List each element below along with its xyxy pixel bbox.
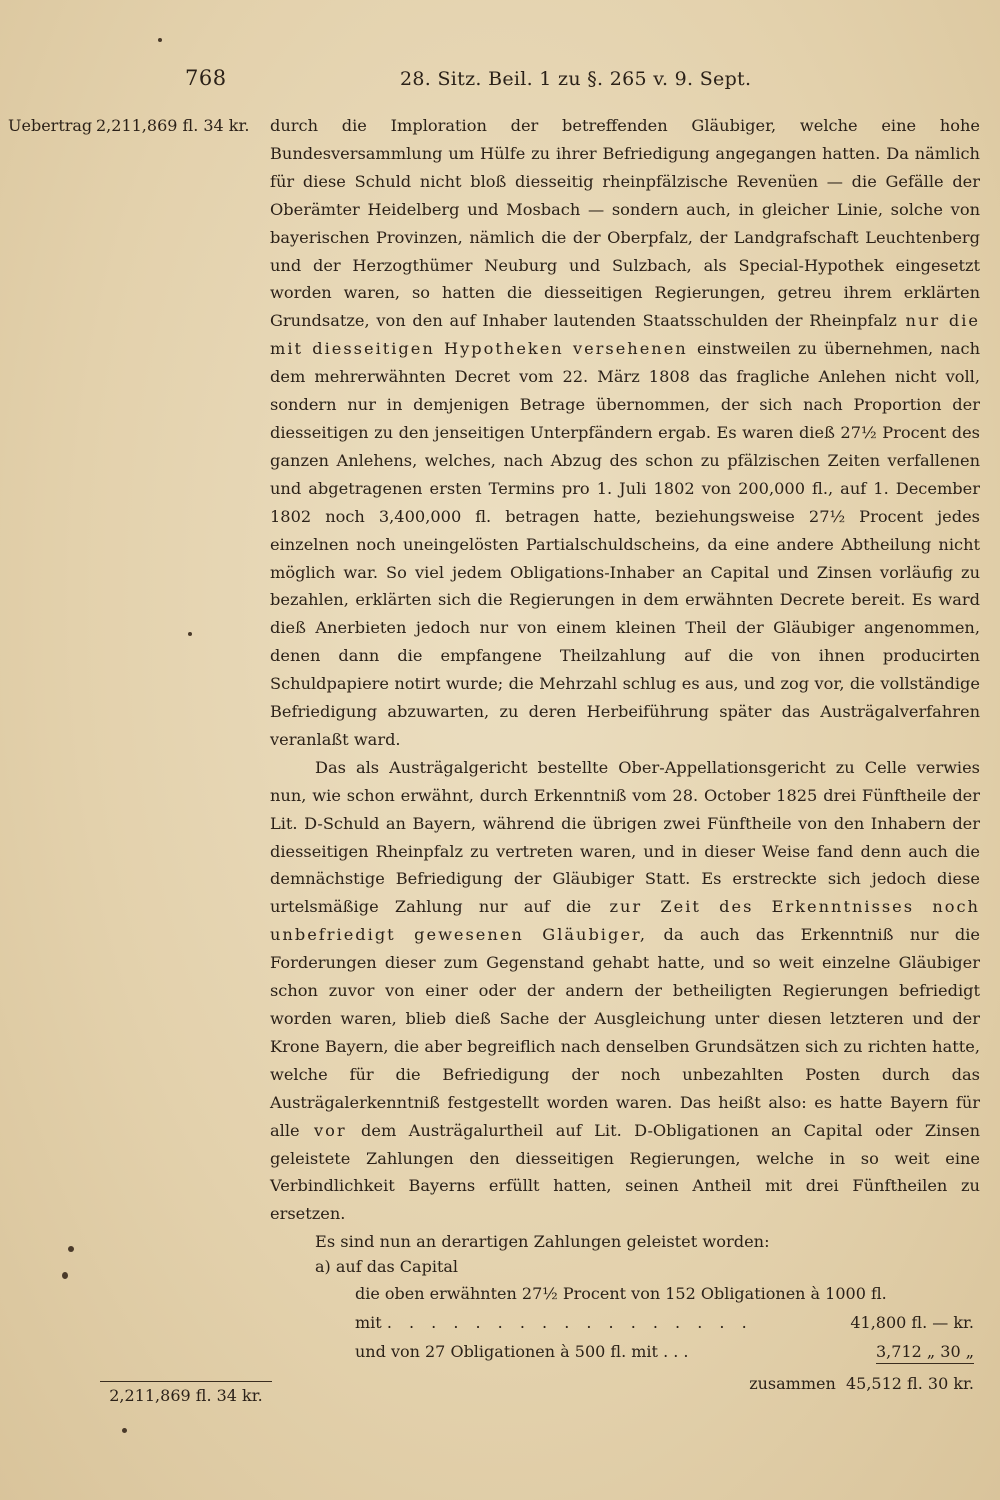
paragraph-3: Es sind nun an derartigen Zahlungen geleistet worden:: [315, 1232, 770, 1252]
emphasis-text: nur die mit diesseitigen Hypotheken versehenen: [270, 311, 981, 359]
emphasis-text: zur Zeit des Erkenntnisses noch unbefriedigt gewesenen Gläubiger,: [270, 897, 980, 945]
calc-line-1: die oben erwähnten 27½ Procent von 152 Obligationen à 1000 fl.: [355, 1284, 887, 1303]
ink-speck: [188, 632, 192, 636]
carry-over-label: Uebertrag: [8, 116, 93, 135]
ink-speck: [122, 1428, 127, 1433]
ink-speck: [158, 38, 162, 42]
total-label: zusammen: [749, 1374, 836, 1393]
page-number: 768: [185, 66, 227, 90]
calc-item-a: a) auf das Capital: [315, 1257, 459, 1276]
total-amount: 45,512 fl. 30 kr.: [845, 1374, 974, 1393]
calc-amount-1: 41,800 fl. — kr.: [850, 1313, 974, 1332]
running-title: 28. Sitz. Beil. 1 zu §. 265 v. 9. Sept.: [400, 68, 752, 90]
calc-line-3: und von 27 Obligationen à 500 fl. mit . . .: [355, 1342, 689, 1361]
emphasis-text: vor: [299, 1120, 362, 1140]
carry-footer-amount: 2,211,869 fl. 34 kr.: [100, 1381, 272, 1405]
page-header: [0, 66, 1000, 96]
carry-over-amount: 2,211,869 fl. 34 kr.: [96, 116, 250, 135]
calc-total: [749, 1374, 974, 1393]
paragraph-2: Das als Austrägalgericht bestellte Ober-Appellationsgericht zu Celle verwies nun, wie schon erwähnt, durch Erkenntniß vom 28. October 1825 drei Fünftheile der Lit. D-Schuld an Bayern, während die übrigen zwei Fünftheile von den Inhabern der diesseitigen Rheinpfalz zu vertreten waren, und in dieser Weise fand denn auch die demnächstige Befriedigung der Gläubiger Statt. Es erstreckte sich jedoch diese urtelsmäßige Zahlung nur auf die zur Zeit des Erkenntnisses noch unbefriedigt gewesenen Gläubiger, da auch das Erkenntniß nur die Forderungen dieser zum Gegenstand gehabt hatte, und so weit einzelne Gläubiger schon zuvor von einer oder der andern der betheiligten Regierungen befriedigt worden waren, blieb dieß Sache der Ausgleichung unter diesen letzteren und der Krone Bayern, die aber begreiflich nach denselben Grundsätzen sich zu richten hatte, welche für die Befriedigung der noch unbezahlten Posten durch das Austrägalerkenntniß festgestellt worden waren. Das heißt also: es hatte Bayern für alle vor dem Austrägalurtheil auf Lit. D-Obligationen an Capital oder Zinsen geleistete Zahlungen den diesseitigen Regierungen, welche in so weit eine Verbindlichkeit Bayerns erfüllt hatten, seinen Antheil mit drei Fünftheilen zu ersetzen.: [270, 757, 980, 1224]
ink-speck: [62, 1272, 68, 1279]
ink-speck: [68, 1246, 74, 1252]
calc-line-2: mit . . . . . . . . . . . . . . . . .: [355, 1313, 753, 1332]
body-text: [270, 112, 980, 1256]
paragraph-1: durch die Imploration der betreffenden Gläubiger, welche eine hohe Bundesversammlung um Hülfe zu ihrer Befriedigung angegangen hatten. Da nämlich für diese Schuld nicht bloß diesseitig rheinpfälzische Revenüen — die Gefälle der Oberämter Heidelberg und Mosbach — sondern auch, in gleicher Linie, solche von bayerischen Provinzen, nämlich die der Oberpfalz, der Landgrafschaft Leuchtenberg und der Herzogthümer Neuburg und Sulzbach, als Special-Hypothek eingesetzt worden waren, so hatten die diesseitigen Regierungen, getreu ihrem erklärten Grundsatze, von den auf Inhaber lautenden Staatsschulden der Rheinpfalz nur die mit diesseitigen Hypotheken versehenen einstweilen zu übernehmen, nach dem mehrerwähnten Decret vom 22. März 1808 das fragliche Anlehen nicht voll, sondern nur in demjenigen Betrage übernommen, der sich nach Proportion der diesseitigen zu den jenseitigen Unterpfändern ergab. Es waren dieß 27½ Procent des ganzen Anlehens, welches, nach Abzug des schon zu pfälzischen Zeiten verfallenen und abgetragenen ersten Termins pro 1. Juli 1802 von 200,000 fl., auf 1. December 1802 noch 3,400,000 fl. betragen hatte, beziehungsweise 27½ Procent jedes einzelnen noch uneingelösten Partialschuldscheins, da eine andere Abtheilung nicht möglich war. So viel jedem Obligations-Inhaber an Capital und Zinsen vorläufig zu bezahlen, erklärten sich die Regierungen in dem erwähnten Decrete bereit. Es ward dieß Anerbieten jedoch nur von einem kleinen Theil der Gläubiger angenommen, denen dann die empfangene Theilzahlung auf die von ihnen producirten Schuldpapiere notirt wurde; die Mehrzahl schlug es aus, und zog vor, die vollständige Befriedigung abzuwarten, zu deren Herbeiführung später das Austrägalverfahren veranlaßt ward.: [270, 116, 981, 749]
calc-amount-2: 3,712 „ 30 „: [876, 1342, 974, 1364]
